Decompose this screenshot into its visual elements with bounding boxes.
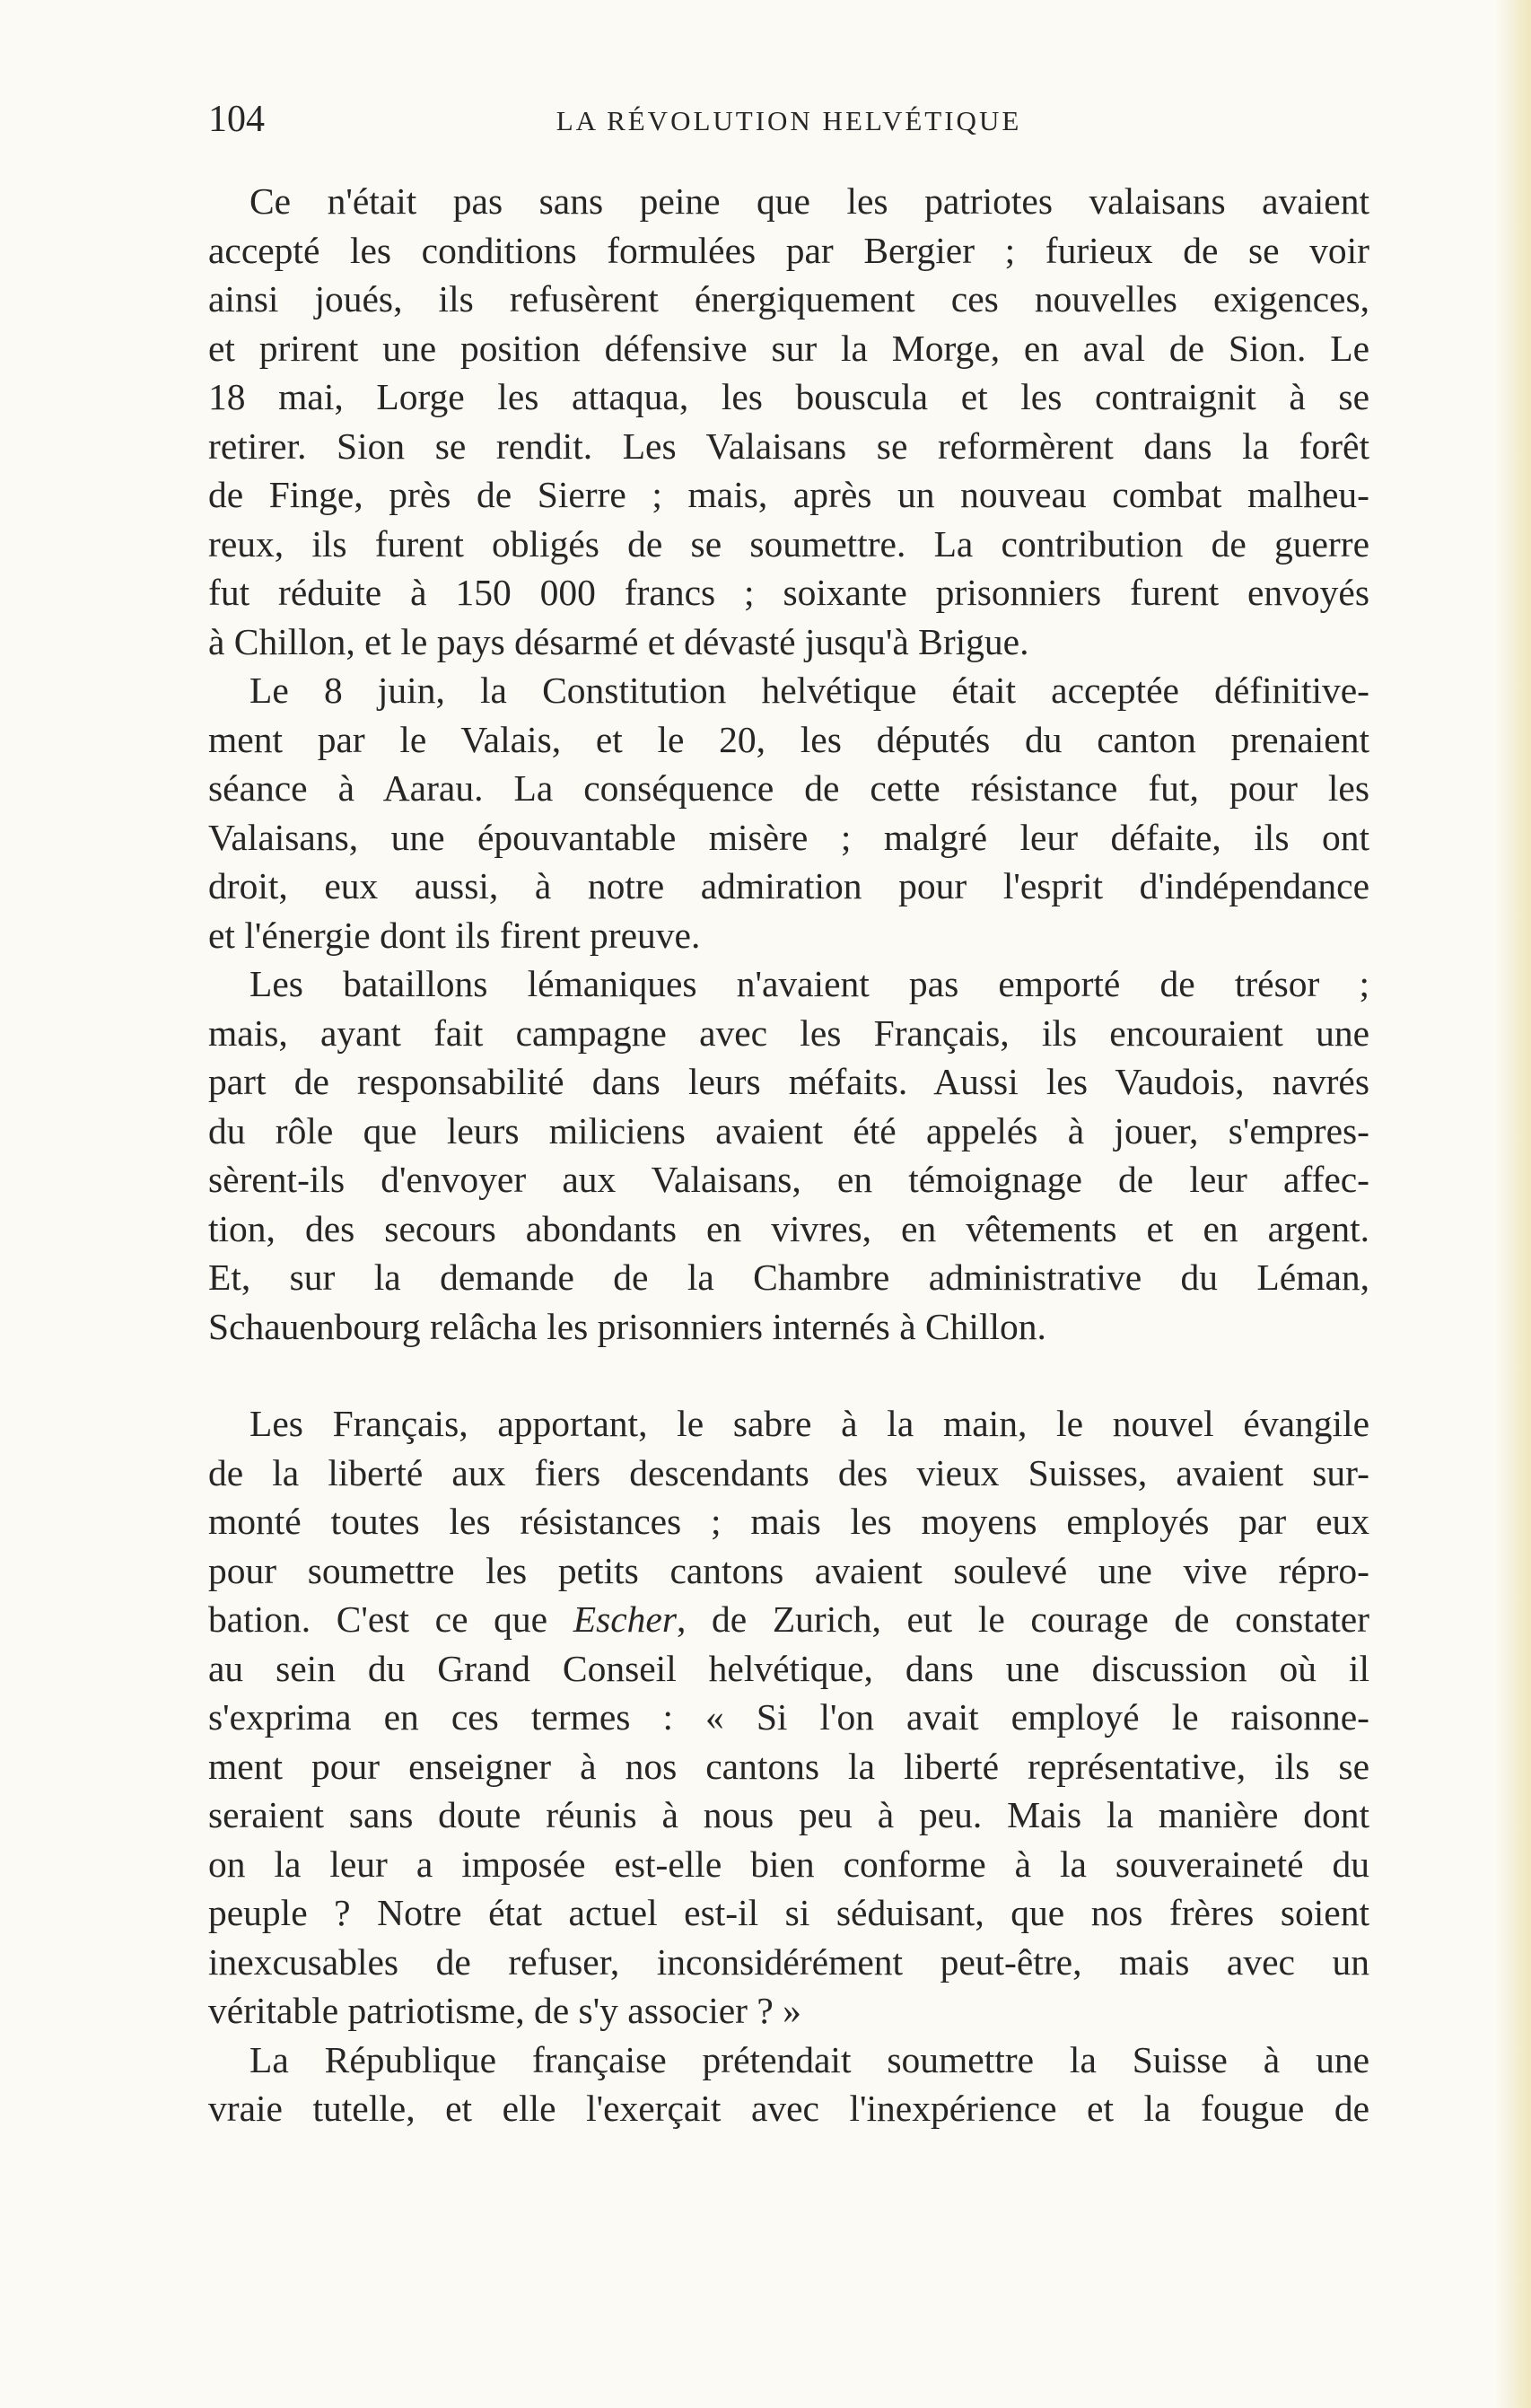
text-line: retirer. Sion se rendit. Les Valaisans se reformèrent dans la forêt [208,425,1369,467]
text-line: La République française prétendait soumettre la Suisse à une [249,2038,1369,2080]
text-line: et l'énergie dont ils firent preuve. [208,914,701,956]
text-line: Les bataillons lémaniques n'avaient pas emporté de trésor ; [249,963,1369,1004]
text-line: du rôle que leurs miliciens avaient été appelés à jouer, s'empres- [208,1109,1369,1151]
text-line: mais, ayant fait campagne avec les Français, ils encouraient une [208,1011,1369,1054]
paragraph-5 [208,2036,1369,2133]
text-line: peuple ? Notre état actuel est-il si séduisant, que nos frères soient [208,1892,1369,1933]
section-break [208,1351,1369,1399]
text-line: Et, sur la demande de la Chambre administrative du Léman, [208,1257,1369,1298]
text-line: 18 mai, Lorge les attaqua, les bouscula et les contraignit à se [208,376,1369,417]
text-line: de la liberté aux fiers descendants des vieux Suisses, avaient sur- [208,1451,1369,1493]
text-line: et prirent une position défensive sur la Morge, en aval de Sion. Le [208,327,1369,369]
author-name: Escher [573,1598,677,1640]
text-line: tion, des secours abondants en vivres, en vêtements et en argent. [208,1207,1369,1249]
text-line: on la leur a imposée est-elle bien conforme à la souveraineté du [208,1843,1369,1885]
page-number: 104 [208,99,265,140]
text-line: Schauenbourg relâcha les prisonniers internés à Chillon. [208,1305,1046,1347]
text-line: ainsi joués, ils refusèrent énergiquement ces nouvelles exigences, [208,278,1369,320]
text-line: s'exprima en ces termes : « Si l'on avait employé le raisonne- [208,1696,1369,1738]
text-line: de Finge, près de Sierre ; mais, après un nouveau combat malheu- [208,474,1369,515]
text-line [208,1595,1369,1644]
text-line: droit, eux aussi, à notre admiration pour l'esprit d'indépendance [208,865,1369,906]
text-line: séance à Aarau. La conséquence de cette résistance fut, pour les [208,767,1369,809]
text-line: reux, ils furent obligés de se soumettre. La contribution de guerre [208,522,1369,565]
text-line: part de responsabilité dans leurs méfaits. Aussi les Vaudois, navrés [208,1061,1369,1102]
paragraph-1 [208,177,1369,666]
text-line: pour soumettre les petits cantons avaient soulevé une vive répro- [208,1549,1369,1591]
text-line: véritable patriotisme, de s'y associer ? » [208,1990,801,2031]
text-line: au sein du Grand Conseil helvétique, dans une discussion où il [208,1647,1369,1689]
text-line: Les Français, apportant, le sabre à la main, le nouvel évangile [249,1403,1369,1444]
text-line: Le 8 juin, la Constitution helvétique était acceptée définitive- [249,670,1369,711]
paragraph-2 [208,666,1369,959]
text-line: accepté les conditions formulées par Bergier ; furieux de se voir [208,229,1369,271]
text-line: Valaisans, une épouvantable misère ; malgré leur défaite, ils ont [208,816,1369,858]
text-line: inexcusables de refuser, inconsidérément peut-être, mais avec un [208,1940,1369,1983]
text-line: ment pour enseigner à nos cantons la liberté représentative, ils se [208,1745,1369,1787]
text-line: ment par le Valais, et le 20, les députés du canton prenaient [208,718,1369,760]
paragraph-4 [208,1399,1369,2036]
body-text [208,177,1369,2133]
text-fragment: bation. C'est ce que [208,1598,548,1640]
paragraph-3 [208,959,1369,1351]
text-line: à Chillon, et le pays désarmé et dévasté jusqu'à Brigue. [208,620,1029,662]
text-line: sèrent-ils d'envoyer aux Valaisans, en témoignage de leur affec- [208,1159,1369,1200]
text-line: vraie tutelle, et elle l'exerçait avec l'inexpérience et la fougue de [208,2088,1369,2129]
text-fragment: , de Zurich, eut le courage de constater [676,1598,1370,1640]
text-line: fut réduite à 150 000 francs ; soixante prisonniers furent envoyés [208,572,1369,613]
running-header [208,97,1369,142]
running-title: LA RÉVOLUTION HELVÉTIQUE [556,105,1022,136]
text-line: Ce n'était pas sans peine que les patriotes valaisans avaient [249,180,1369,222]
text-line: seraient sans doute réunis à nous peu à peu. Mais la manière dont [208,1794,1369,1835]
page-edge [1495,0,1531,2408]
text-line: monté toutes les résistances ; mais les moyens employés par eux [208,1501,1369,1542]
